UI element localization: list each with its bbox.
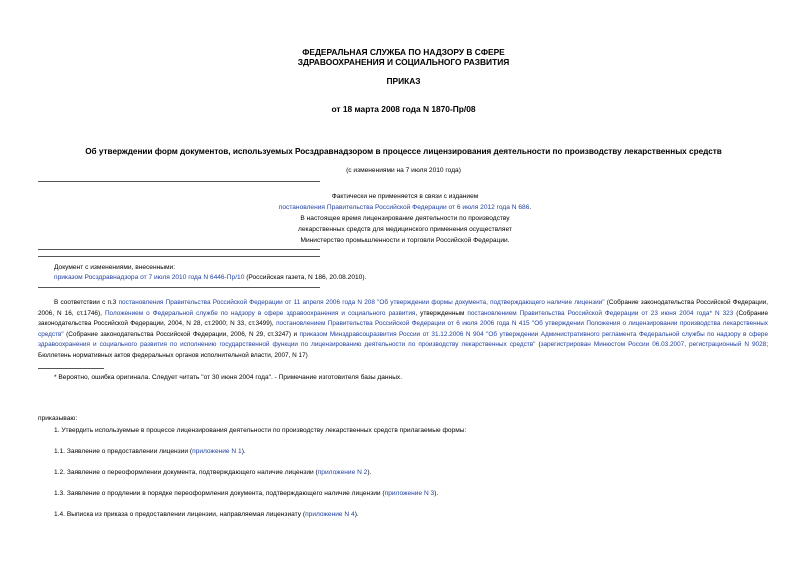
link-order-904[interactable]: приказом Минздравсоцразвития России от 31.12.2006 N 904 "Об утверждении Административного регламента Федеральной службы по надзору в сфере здравоохранения и социального развития по исполнению государственной функции по лицензированию деятельности по производству лекарственных средств": [38, 330, 769, 349]
link-regulation[interactable]: Положением о Федеральной службе по надзору в сфере здравоохранения и социального развития: [104, 309, 416, 317]
footnote: * Вероятно, ошибка оригинала. Следует читать "от 30 июня 2004 года". - Примечание изготовителя базы данных.: [54, 374, 403, 381]
notice-line-3: В настоящее время лицензирование деятельности по производству: [300, 215, 510, 222]
notice-line-2: постановления Правительства Российской Федерации от 6 июля 2012 года N 686.: [278, 204, 532, 211]
divider: [38, 181, 320, 182]
order-subitem-1-1: 1.1. Заявление о предоставлении лицензии (приложение N 1).: [54, 448, 246, 455]
appendix-4-link[interactable]: приложение N 4: [305, 511, 355, 518]
divider: [38, 256, 320, 257]
order-subitem-1-2: 1.2. Заявление о переоформлении документа, подтверждающего наличие лицензии (приложение N 2).: [54, 469, 372, 476]
appendix-2-link[interactable]: приложение N 2: [317, 469, 368, 476]
document-type: ПРИКАЗ: [386, 76, 421, 86]
order-subitem-1-3: 1.3. Заявление о продлении в порядке переоформления документа, подтверждающего наличие лицензии (приложение N 3).: [54, 490, 439, 497]
footnote-divider: [38, 368, 104, 369]
notice-line-5: Министерство промышленности и торговли Российской Федерации.: [300, 237, 510, 244]
changes-link[interactable]: приказом Росздравнадзора от 7 июля 2010 года N 6446-Пр/10: [54, 274, 245, 281]
divider: [38, 287, 320, 288]
document-date: от 18 марта 2008 года N 1870-Пр/08: [331, 104, 476, 114]
order-intro: приказываю:: [38, 415, 78, 422]
divider: [38, 249, 320, 250]
link-decree-323[interactable]: постановлением Правительства Российской Федерации от 23 июня 2004 года* N 323: [467, 309, 734, 317]
appendix-1-link[interactable]: приложение N 1: [192, 448, 242, 455]
link-decree-208[interactable]: постановления Правительства Российской Федерации от 11 апреля 2006 года N 208 "Об утверждении формы документа, подтверждающего наличие лицензии": [118, 299, 605, 306]
link-decree-415[interactable]: постановлением Правительства Российской Федерации от 6 июля 2006 года N 415 "Об утверждении Положения о лицензировании производства лекарственных средств": [38, 320, 768, 338]
changes-heading: Документ с изменениями, внесенными:: [54, 264, 176, 271]
order-subitem-1-4: 1.4. Выписка из приказа о предоставлении лицензии, направляемая лицензиату (приложение N 4).: [54, 511, 359, 518]
agency-name-line-2: ЗДРАВООХРАНЕНИЯ И СОЦИАЛЬНОГО РАЗВИТИЯ: [297, 57, 510, 67]
link-registration[interactable]: зарегистрирован Минюстом России 06.03.2007, регистрационный N 9028: [540, 341, 767, 349]
preamble-paragraph: В соответствии с п.3 постановления Правительства Российской Федерации от 11 апреля 2006 года N 208 "Об утверждении формы документа, подтверждающего наличие лицензии" (Собрание законодательства Российской Федерации, 2006, N 16, ст.1746), Положением о Федеральной службе по надзору в сфере здравоохранения и социального развития, утвержденным постановлением Правительства Российской Федерации от 23 июня 2004 года* N 323 (Собрание законодательства Российской Федерации, 2004, N 28, ст.2900; N 33, ст.3499), постановлением Правительства Российской Федерации от 6 июля 2006 года N 415 "Об утверждении Положения о лицензировании производства лекарственных средств" (Собрание законодательства Российской Федерации, 2006, N 29, ст.3247) и приказом Минздравсоцразвития России от 31.12.2006 N 904 "Об утверждении Административного регламента Федеральной службы по надзору в сфере здравоохранения и социального развития по исполнению государственной функции по лицензированию деятельности по производству лекарственных средств" (зарегистрирован Минюстом России 06.03.2007, регистрационный N 9028; Бюллетень нормативных актов федеральных органов исполнительной власти, 2007, N 17): [38, 299, 769, 359]
notice-block: [240, 191, 570, 246]
appendix-3-link[interactable]: приложение N 3: [384, 490, 435, 497]
order-item-1: 1. Утвердить используемые в процессе лицензирования деятельности по производству лекарственных средств прилагаемые формы:: [54, 427, 467, 434]
notice-line-4: лекарственных средств для медицинского применения осуществляет: [298, 226, 512, 233]
notice-link[interactable]: постановления Правительства Российской Федерации от 6 июля 2012 года N 686: [278, 204, 530, 211]
agency-name-line-1: ФЕДЕРАЛЬНАЯ СЛУЖБА ПО НАДЗОРУ В СФЕРЕ: [302, 47, 505, 57]
notice-line-1: Фактически не применяется в связи с изданием: [331, 193, 479, 200]
document-title: Об утверждении форм документов, используемых Росздравнадзором в процессе лицензирования деятельности по производству лекарственных средств: [85, 147, 722, 156]
changes-line: приказом Росздравнадзора от 7 июля 2010 года N 6446-Пр/10 (Российская газета, N 186, 20.08.2010).: [54, 274, 367, 281]
amendments-note: (с изменениями на 7 июля 2010 года): [346, 167, 461, 174]
